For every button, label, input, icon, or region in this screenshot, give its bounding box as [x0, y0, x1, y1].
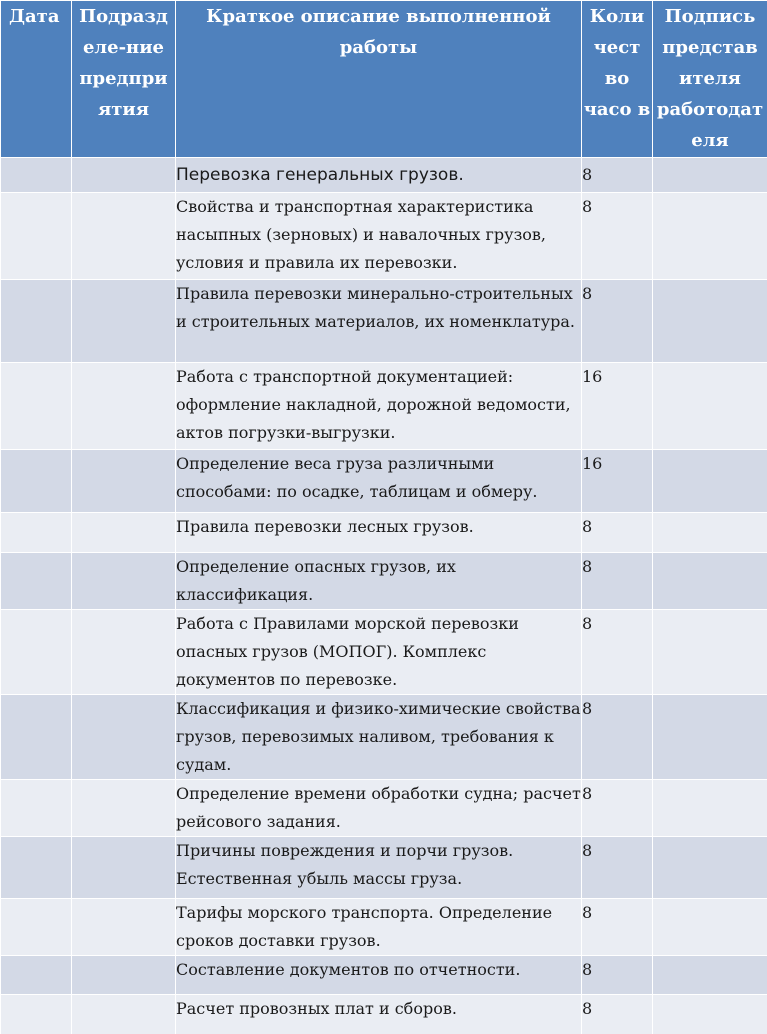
cell-signature — [653, 450, 767, 513]
cell-description: Свойства и транспортная характеристика насыпных (зерновых) и навалочных грузов, условия и правила их перевозки. — [176, 193, 582, 280]
cell-date — [1, 158, 72, 193]
cell-description: Причины повреждения и порчи грузов. Естественная убыль массы груза. — [176, 837, 582, 899]
cell-signature — [653, 837, 767, 899]
cell-date — [1, 956, 72, 995]
table-header — [1, 1, 767, 158]
cell-department — [72, 158, 176, 193]
cell-signature — [653, 553, 767, 610]
cell-signature — [653, 956, 767, 995]
header-department: Подразд еле-ние предпри ятия — [72, 1, 176, 158]
cell-description: Классификация и физико-химические свойства грузов, перевозимых наливом, требования к судам. — [176, 695, 582, 780]
cell-department — [72, 956, 176, 995]
table-row — [1, 956, 767, 995]
cell-description: Перевозка генеральных грузов. — [176, 158, 582, 193]
cell-description: Определение веса груза различными способами: по осадке, таблицам и обмеру. — [176, 450, 582, 513]
cell-signature — [653, 899, 767, 956]
cell-date — [1, 837, 72, 899]
cell-department — [72, 553, 176, 610]
cell-signature — [653, 513, 767, 553]
cell-department — [72, 780, 176, 837]
cell-date — [1, 610, 72, 695]
table-row — [1, 158, 767, 193]
cell-hours: 8 — [582, 193, 653, 280]
table-row — [1, 610, 767, 695]
table-row — [1, 695, 767, 780]
table-row — [1, 995, 767, 1034]
cell-signature — [653, 780, 767, 837]
cell-date — [1, 363, 72, 450]
cell-date — [1, 513, 72, 553]
header-signature: Подпись представ ителя работодат еля — [653, 1, 767, 158]
cell-department — [72, 995, 176, 1034]
cell-date — [1, 553, 72, 610]
table-body — [1, 158, 767, 1034]
cell-date — [1, 193, 72, 280]
table-row — [1, 553, 767, 610]
cell-description: Работа с транспортной документацией: оформление накладной, дорожной ведомости, актов погрузки-выгрузки. — [176, 363, 582, 450]
cell-hours: 8 — [582, 956, 653, 995]
cell-hours: 16 — [582, 363, 653, 450]
cell-hours: 8 — [582, 899, 653, 956]
cell-signature — [653, 280, 767, 363]
cell-department — [72, 513, 176, 553]
cell-department — [72, 363, 176, 450]
cell-hours: 8 — [582, 610, 653, 695]
cell-department — [72, 899, 176, 956]
table-row — [1, 513, 767, 553]
cell-description: Правила перевозки минерально-строительных и строительных материалов, их номенклатура. — [176, 280, 582, 363]
cell-hours: 16 — [582, 450, 653, 513]
cell-department — [72, 610, 176, 695]
cell-hours: 8 — [582, 995, 653, 1034]
cell-date — [1, 995, 72, 1034]
cell-hours: 8 — [582, 513, 653, 553]
cell-hours: 8 — [582, 695, 653, 780]
cell-hours: 8 — [582, 553, 653, 610]
cell-signature — [653, 995, 767, 1034]
cell-description: Определение времени обработки судна; расчет рейсового задания. — [176, 780, 582, 837]
table-row — [1, 837, 767, 899]
cell-description: Работа с Правилами морской перевозки опасных грузов (МОПОГ). Комплекс документов по перевозке. — [176, 610, 582, 695]
cell-date — [1, 450, 72, 513]
cell-department — [72, 837, 176, 899]
cell-description: Составление документов по отчетности. — [176, 956, 582, 995]
cell-signature — [653, 193, 767, 280]
cell-hours: 8 — [582, 837, 653, 899]
table-row — [1, 780, 767, 837]
header-hours: Коли чест во часо в — [582, 1, 653, 158]
cell-signature — [653, 158, 767, 193]
cell-department — [72, 193, 176, 280]
cell-description: Тарифы морского транспорта. Определение сроков доставки грузов. — [176, 899, 582, 956]
cell-date — [1, 695, 72, 780]
header-description: Краткое описание выполненной работы — [176, 1, 582, 158]
table-row — [1, 450, 767, 513]
cell-department — [72, 450, 176, 513]
table-row — [1, 280, 767, 363]
header-row — [1, 1, 767, 158]
cell-hours: 8 — [582, 280, 653, 363]
table-row — [1, 899, 767, 956]
cell-signature — [653, 610, 767, 695]
table-row — [1, 363, 767, 450]
cell-signature — [653, 363, 767, 450]
header-date: Дата — [1, 1, 72, 158]
cell-description: Расчет провозных плат и сборов. — [176, 995, 582, 1034]
cell-date — [1, 780, 72, 837]
table-row — [1, 193, 767, 280]
cell-hours: 8 — [582, 780, 653, 837]
cell-description: Правила перевозки лесных грузов. — [176, 513, 582, 553]
cell-hours: 8 — [582, 158, 653, 193]
cell-description: Определение опасных грузов, их классификация. — [176, 553, 582, 610]
cell-signature — [653, 695, 767, 780]
cell-date — [1, 899, 72, 956]
cell-department — [72, 280, 176, 363]
cell-date — [1, 280, 72, 363]
cell-department — [72, 695, 176, 780]
